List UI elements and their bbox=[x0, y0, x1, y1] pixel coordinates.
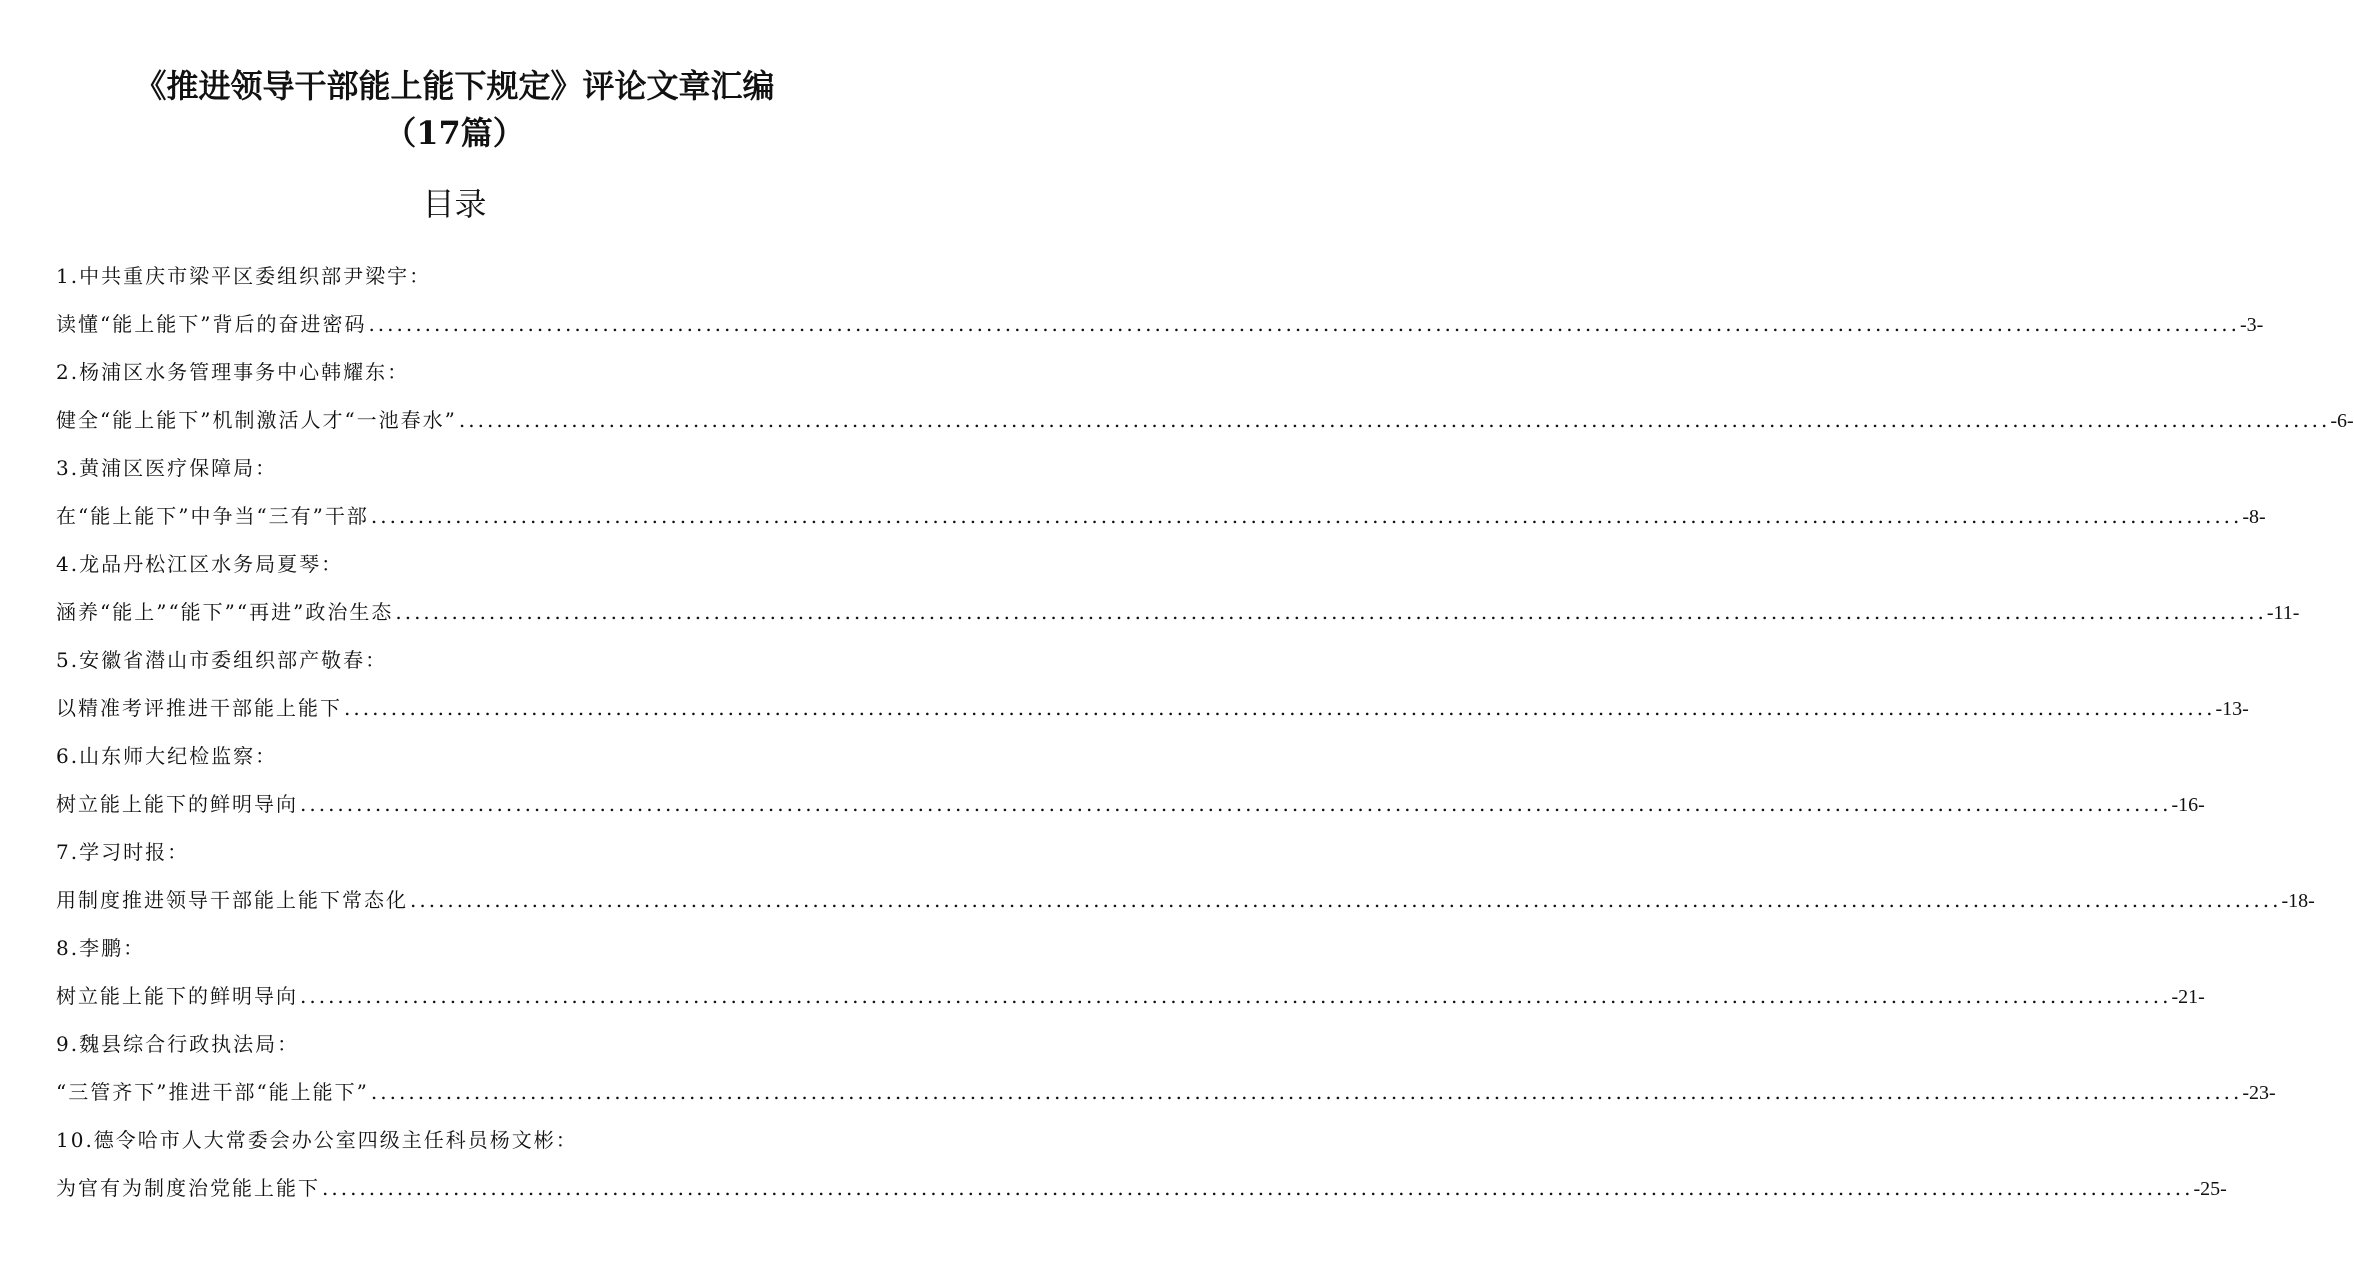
toc-entry-page-number: -21- bbox=[2171, 986, 2205, 1008]
toc-heading: 目录 bbox=[422, 185, 487, 223]
toc-entry[interactable] bbox=[56, 736, 2205, 832]
toc-entry-title[interactable]: 涵养“能上”“能下”“再进”政治生态 bbox=[56, 600, 394, 624]
toc-entry[interactable] bbox=[56, 352, 2354, 448]
toc-entry[interactable] bbox=[56, 640, 2249, 736]
toc-entry-page-number: -13- bbox=[2215, 698, 2249, 720]
toc-entry-title[interactable]: 以精准考评推进干部能上能下 bbox=[56, 696, 342, 720]
toc-entry-title[interactable]: 在“能上能下”中争当“三有”干部 bbox=[56, 504, 369, 528]
toc-dot-leader: ........................................................................................................................................................................................................ bbox=[300, 984, 2172, 1008]
toc-entry-page-number: -6- bbox=[2330, 410, 2354, 432]
toc-entry-title-line[interactable] bbox=[56, 880, 2315, 928]
toc-dot-leader: ........................................................................................................................................................................................................ bbox=[370, 504, 2243, 528]
toc-entry-title[interactable]: 树立能上能下的鲜明导向 bbox=[56, 792, 298, 816]
toc-entry-title-line[interactable] bbox=[56, 496, 2266, 544]
toc-entry-author: 6.山东师大纪检监察： bbox=[56, 744, 278, 768]
toc-entry[interactable] bbox=[56, 1024, 2276, 1120]
toc-entry[interactable] bbox=[56, 1120, 2227, 1216]
toc-entry-author: 7.学习时报： bbox=[56, 840, 190, 864]
toc-entry[interactable] bbox=[56, 928, 2205, 1024]
toc-entry-title-line[interactable] bbox=[56, 1072, 2276, 1120]
toc-entry-title-line[interactable] bbox=[56, 304, 2264, 352]
toc-entry[interactable] bbox=[56, 448, 2266, 544]
toc-entry-title[interactable]: 健全“能上能下”机制激活人才“一池春水” bbox=[56, 408, 457, 432]
toc-entry-title-line[interactable] bbox=[56, 400, 2354, 448]
toc-entry-page-number: -8- bbox=[2242, 506, 2266, 528]
document-title: 《推进领导干部能上能下规定》评论文章汇编 bbox=[134, 67, 775, 105]
toc-dot-leader: ........................................................................................................................................................................................................ bbox=[395, 600, 2267, 624]
toc-entry-title[interactable]: “三管齐下”推进干部“能上能下” bbox=[56, 1080, 369, 1104]
table-of-contents bbox=[56, 256, 2354, 1216]
toc-entry-title[interactable]: 为官有为制度治党能上能下 bbox=[56, 1176, 320, 1200]
toc-entry-author: 5.安徽省潜山市委组织部产敬春： bbox=[56, 648, 388, 672]
toc-entry-title-line[interactable] bbox=[56, 1168, 2227, 1216]
toc-dot-leader: ........................................................................................................................................................................................................ bbox=[410, 888, 2282, 912]
toc-entry-title[interactable]: 用制度推进领导干部能上能下常态化 bbox=[56, 888, 408, 912]
toc-entry-page-number: -18- bbox=[2281, 890, 2315, 912]
toc-entry-title[interactable]: 树立能上能下的鲜明导向 bbox=[56, 984, 298, 1008]
toc-entry-author: 9.魏县综合行政执法局： bbox=[56, 1032, 300, 1056]
toc-dot-leader: ........................................................................................................................................................................................................ bbox=[370, 1080, 2243, 1104]
toc-entry-title[interactable]: 读懂“能上能下”背后的奋进密码 bbox=[56, 312, 367, 336]
toc-entry-page-number: -16- bbox=[2171, 794, 2205, 816]
toc-dot-leader: ........................................................................................................................................................................................................ bbox=[322, 1176, 2194, 1200]
toc-dot-leader: ........................................................................................................................................................................................................ bbox=[458, 408, 2331, 432]
toc-entry-title-line[interactable] bbox=[56, 592, 2300, 640]
toc-entry-author: 4.龙品丹松江区水务局夏琴： bbox=[56, 552, 344, 576]
toc-entry[interactable] bbox=[56, 832, 2315, 928]
toc-entry[interactable] bbox=[56, 256, 2264, 352]
toc-entry-title-line[interactable] bbox=[56, 784, 2205, 832]
toc-entry-author: 8.李鹏： bbox=[56, 936, 146, 960]
toc-entry-title-line[interactable] bbox=[56, 976, 2205, 1024]
toc-dot-leader: ........................................................................................................................................................................................................ bbox=[368, 312, 2240, 336]
toc-dot-leader: ........................................................................................................................................................................................................ bbox=[344, 696, 2216, 720]
toc-entry-page-number: -23- bbox=[2242, 1082, 2276, 1104]
toc-entry-page-number: -3- bbox=[2239, 314, 2264, 336]
document-title-count: （17篇） bbox=[384, 114, 525, 152]
toc-entry-page-number: -11- bbox=[2266, 602, 2300, 624]
toc-entry[interactable] bbox=[56, 544, 2300, 640]
toc-entry-author: 2.杨浦区水务管理事务中心韩耀东： bbox=[56, 360, 410, 384]
toc-entry-page-number: -25- bbox=[2193, 1178, 2227, 1200]
toc-entry-author: 10.德令哈市人大常委会办公室四级主任科员杨文彬： bbox=[56, 1128, 578, 1152]
toc-dot-leader: ........................................................................................................................................................................................................ bbox=[300, 792, 2172, 816]
toc-entry-author: 1.中共重庆市梁平区委组织部尹梁宇： bbox=[56, 264, 432, 288]
toc-entry-author: 3.黄浦区医疗保障局： bbox=[56, 456, 278, 480]
toc-entry-title-line[interactable] bbox=[56, 688, 2249, 736]
